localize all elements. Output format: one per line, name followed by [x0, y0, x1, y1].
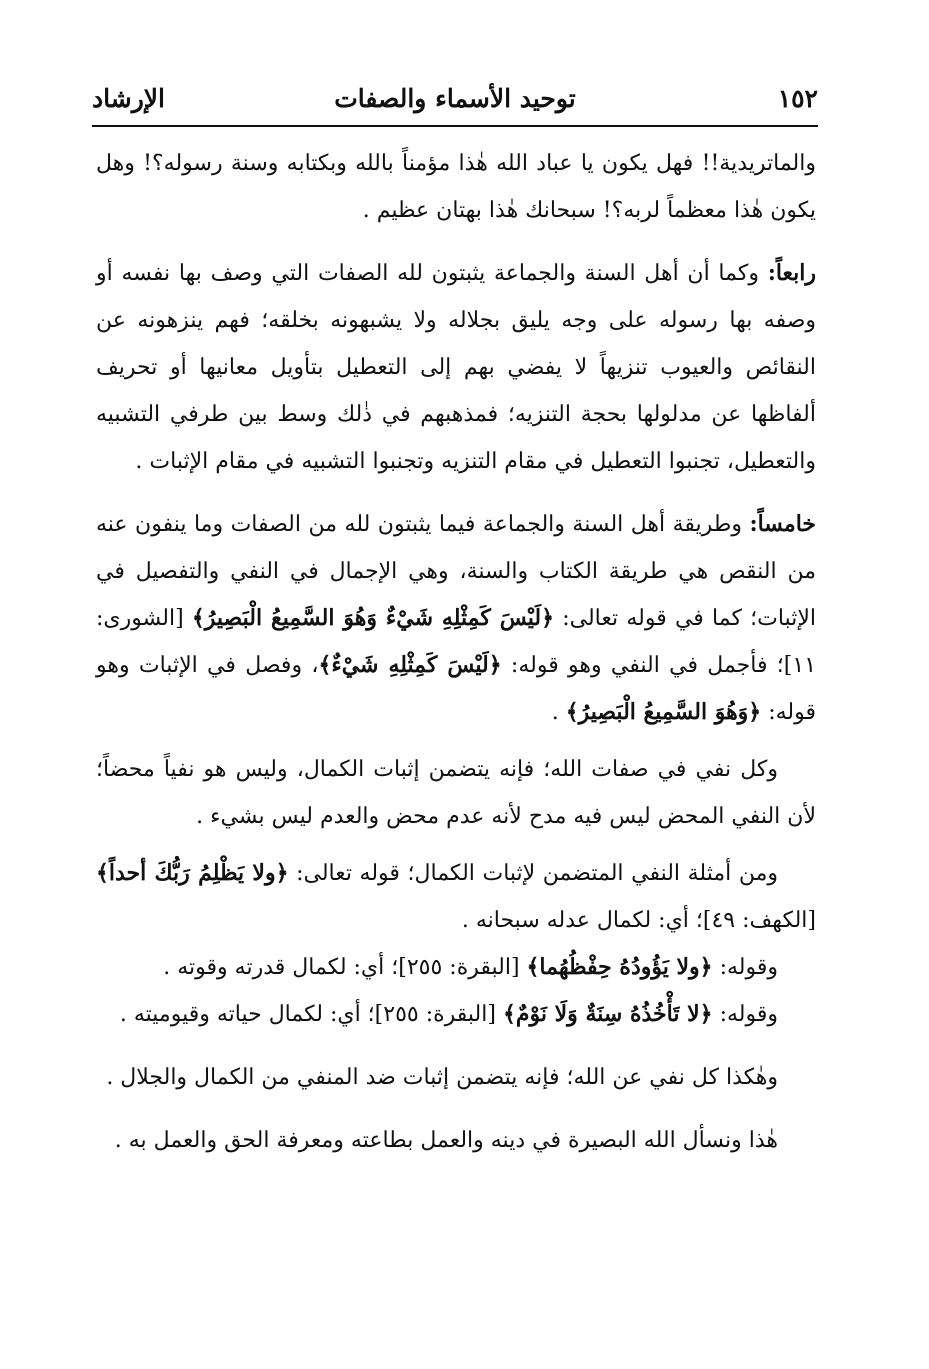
paragraph-conclusion [96, 1054, 816, 1101]
running-title: توحيد الأسماء والصفات [334, 84, 576, 113]
quran-verse-baqarah-nawm: ﴿لا تَأْخُذُهُ سِنَةٌ وَلَا نَوْمٌ﴾ [502, 1001, 713, 1027]
paragraph-fifth-text-a: وطريقة أهل السنة والجماعة فيما يثبتون لله من الصفات وما ينفون عنه من النقص هي طريقة الكتاب والسنة، وهي الإجمال في النفي والتفصيل في الإثبات؛ كما في قوله تعالى: [96, 512, 816, 631]
paragraph-closing-text: هٰذا ونسأل الله البصيرة في دينه والعمل بطاعته ومعرفة الحق والعمل به . [114, 1128, 778, 1153]
paragraph-example-three-text-a: وقوله: [712, 1002, 778, 1027]
paragraph-fourth [96, 250, 816, 485]
paragraph-fifth-text-c: ، وفصل في الإثبات وهو قوله: [96, 653, 816, 725]
paragraph-examples-text-a: ومن أمثلة النفي المتضمن لإثبات الكمال؛ قوله تعالى: [288, 861, 778, 886]
page-number: ١٥٢ [777, 84, 818, 113]
paragraph-fifth-text-d: . [551, 700, 566, 725]
paragraph-fifth-text-b: [الشورى: ١١]؛ فأجمل في النفي وهو قوله: [96, 606, 817, 678]
paragraph-negation [96, 746, 816, 840]
quran-verse-shura-full: ﴿لَيْسَ كَمِثْلِهِ شَيْءٌ وَهُوَ السَّمِيعُ الْبَصِيرُ﴾ [191, 605, 554, 631]
paragraph-fifth [96, 501, 816, 736]
header-rule [92, 125, 818, 127]
paragraph-example-three [96, 991, 816, 1038]
paragraph-example-two-text-a: وقوله: [712, 955, 778, 980]
paragraph-negation-text: وكل نفي في صفات الله؛ فإنه يتضمن إثبات الكمال، وليس هو نفياً محضاً؛ لأن النفي المحض ليس فيه مدح لأنه عدم محض والعدم ليس بشيء . [96, 757, 816, 829]
quran-verse-affirmation: ﴿وَهُوَ السَّمِيعُ الْبَصِيرُ﴾ [565, 699, 762, 725]
paragraph-conclusion-text: وهٰكذا كل نفي عن الله؛ فإنه يتضمن إثبات ضد المنفي من الكمال والجلال . [106, 1065, 778, 1090]
paragraph-closing [96, 1117, 816, 1164]
paragraph-example-two [96, 944, 816, 991]
quran-verse-negation: ﴿لَيْسَ كَمِثْلِهِ شَيْءٌ﴾ [318, 652, 502, 678]
paragraph-examples-text-b: [الكهف: ٤٩]؛ أي: لكمال عدله سبحانه . [461, 908, 816, 933]
page-body [96, 140, 816, 1164]
fourth-heading: رابعاً: [767, 260, 816, 286]
paragraph-1-text: والماتريدية!! فهل يكون يا عباد الله هٰذا مؤمناً بالله وبكتابه وسنة رسوله؟! وهل يكون هٰذا معظماً لربه؟! سبحانك هٰذا بهتان عظيم . [96, 151, 816, 223]
paragraph-example-three-text-b: [البقرة: ٢٥٥]؛ أي: لكمال حياته وقيوميته . [119, 1002, 503, 1027]
quran-verse-baqarah-hifz: ﴿ولا يَؤُودُهُ حِفْظُهُما﴾ [526, 954, 713, 980]
paragraph-examples [96, 850, 816, 944]
paragraph-1 [96, 140, 816, 234]
paragraph-fourth-text: وكما أن أهل السنة والجماعة يثبتون لله الصفات التي وصف بها نفسه أو وصفه بها رسوله على وجه يليق بجلاله ولا يشبهونه بخلقه؛ فهم ينزهونه عن النقائص والعيوب تنزيهاً لا يفضي بهم إلى التعطيل بتأويل معانيها أو تحريف ألفاظها عن مدلولها بحجة التنزيه؛ فمذهبهم في ذٰلك وسط بين طرفي التشبيه والتعطيل، تجنبوا التعطيل في مقام التنزيه وتجنبوا التشبيه في مقام الإثبات . [96, 261, 816, 474]
book-title: الإرشاد [92, 84, 165, 113]
page-header [92, 78, 818, 122]
paragraph-example-two-text-b: [البقرة: ٢٥٥]؛ أي: لكمال قدرته وقوته . [163, 955, 527, 980]
fifth-heading: خامساً: [749, 511, 816, 537]
quran-verse-kahf: ﴿ولا يَظْلِمُ رَبُّكَ أحداً﴾ [96, 860, 289, 886]
